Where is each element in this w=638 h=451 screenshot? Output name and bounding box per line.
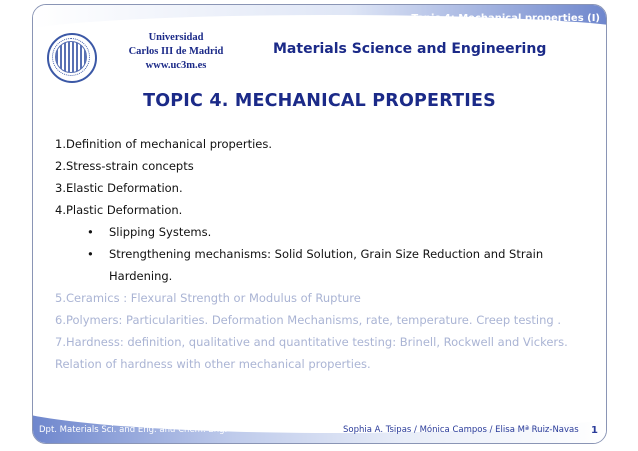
list-item: 1.Definition of mechanical properties. bbox=[55, 137, 273, 151]
list-item-faded: 5.Ceramics : Flexural Strength or Modulus of Rupture bbox=[55, 291, 361, 305]
bullet-icon: • bbox=[87, 247, 94, 261]
university-seal-icon bbox=[47, 33, 97, 83]
slide-title: TOPIC 4. MECHANICAL PROPERTIES bbox=[143, 91, 496, 111]
course-title: Materials Science and Engineering bbox=[273, 41, 547, 57]
sub-list-item: • Strengthening mechanisms: Solid Solution, Grain Size Reduction and Strain bbox=[55, 243, 595, 265]
footer-uc3m: UC3M bbox=[247, 425, 272, 435]
slide-frame bbox=[32, 4, 607, 444]
list-item: 4.Plastic Deformation. bbox=[55, 203, 183, 217]
list-item: 3.Elastic Deformation. bbox=[55, 181, 183, 195]
university-name: Universidad Carlos III de Madrid www.uc3m.es bbox=[128, 32, 224, 71]
bullet-icon: • bbox=[87, 225, 94, 239]
sub-list-item-continued: Hardening. bbox=[109, 269, 173, 283]
footer-curve bbox=[32, 373, 607, 433]
list-item-faded: 7.Hardness: definition, qualitative and quantitative testing: Brinell, Rockwell and Vickers. bbox=[55, 335, 568, 349]
topic-list bbox=[55, 133, 595, 375]
footer-authors: Sophia A. Tsipas / Mónica Campos / Elisa Mª Ruiz-Navas bbox=[343, 425, 579, 435]
list-item-faded: 6.Polymers: Particularities. Deformation Mechanisms, rate, temperature. Creep testing . bbox=[55, 313, 561, 327]
footer-department: Dpt. Materials Sci. and Eng. and Chem. Eng. bbox=[39, 425, 228, 435]
page-number: 1 bbox=[591, 425, 598, 436]
topic-tag: Topic 4: Mechanical properties (I) bbox=[411, 13, 600, 24]
list-item: 2.Stress-strain concepts bbox=[55, 159, 194, 173]
sub-list-item: • Slipping Systems. bbox=[55, 221, 595, 243]
list-item-faded: Relation of hardness with other mechanical properties. bbox=[55, 357, 371, 371]
